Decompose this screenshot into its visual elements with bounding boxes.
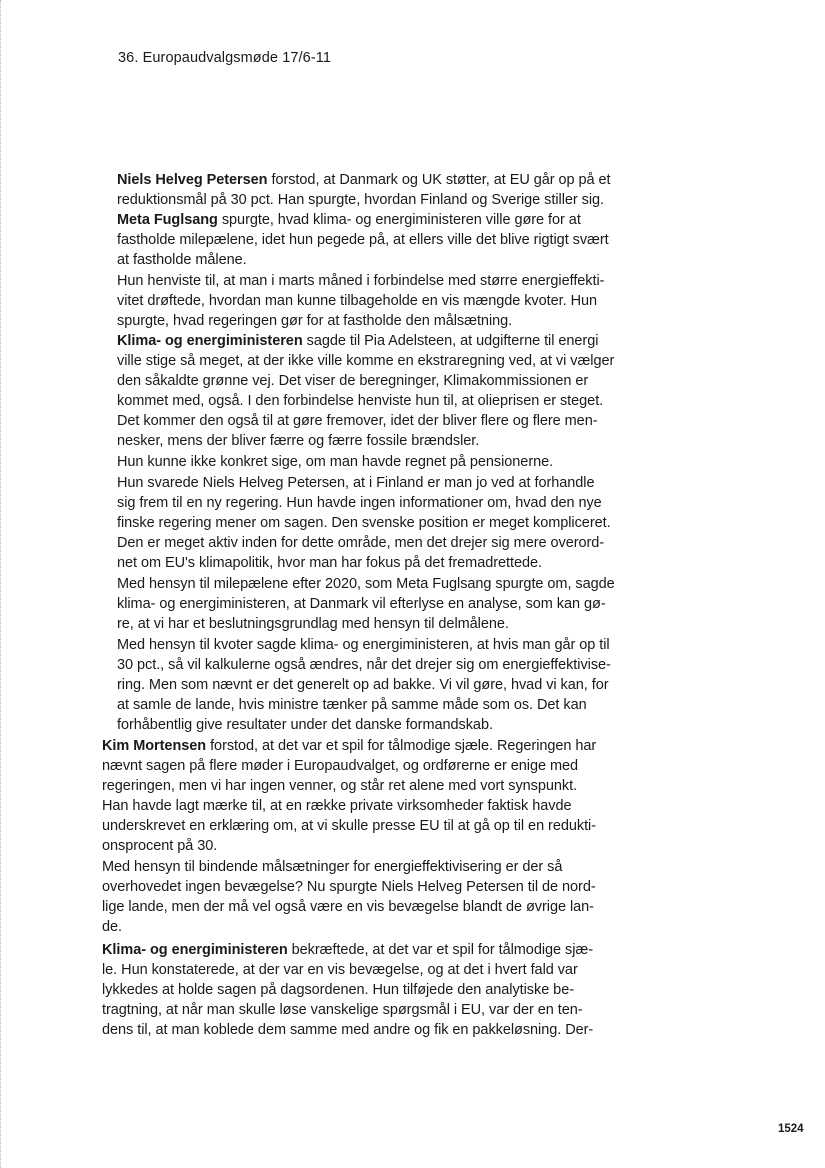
line-text: Hun svarede Niels Helveg Petersen, at i Finland er man jo ved at forhandle — [117, 475, 595, 491]
text-line — [102, 614, 602, 634]
text-line — [102, 473, 602, 493]
line-text: net om EU's klimapolitik, hvor man har fokus på det fremadrettede. — [117, 555, 542, 571]
page-number: 1524 — [778, 1123, 804, 1135]
text-line — [102, 736, 602, 756]
line-text: ville stige så meget, at der ikke ville komme en ekstraregning ved, at vi vælger — [117, 353, 615, 369]
line-text: sig frem til en ny regering. Hun havde ingen informationer om, hvad den nye — [117, 495, 602, 511]
text-line — [102, 411, 602, 431]
line-text: forstod, at Danmark og UK støtter, at EU går op på et — [267, 172, 611, 188]
speaker-name: Klima- og energiministeren — [117, 333, 303, 349]
text-line — [102, 980, 602, 1000]
line-text: sagde til Pia Adelsteen, at udgifterne til energi — [302, 333, 599, 349]
line-text: Den er meget aktiv inden for dette område, men det drejer sig mere overord- — [117, 535, 605, 551]
line-text: finske regering mener om sagen. Den svenske position er meget kompliceret. — [117, 515, 611, 531]
text-line — [102, 594, 606, 614]
line-text: tragtning, at når man skulle løse vanskelige spørgsmål i EU, var der en ten- — [102, 1002, 583, 1018]
text-line — [102, 1020, 602, 1040]
line-text: dens til, at man koblede dem samme med andre og fik en pakkeløsning. Der- — [102, 1022, 594, 1038]
page-edge-dotted-line — [0, 0, 4, 1168]
text-line — [102, 960, 602, 980]
line-text: lige lande, men der må vel også være en vis bevægelse blandt de øvrige lan- — [102, 899, 594, 915]
text-line — [102, 230, 609, 250]
text-line — [102, 877, 602, 897]
line-text: de. — [102, 919, 123, 935]
line-text: le. Hun konstaterede, at der var en vis bevægelse, og at det i hvert fald var — [102, 962, 578, 978]
speaker-name: Niels Helveg Petersen — [117, 172, 268, 188]
text-line — [102, 940, 602, 960]
text-line — [102, 271, 605, 291]
line-text: Med hensyn til bindende målsætninger for energieffektivisering er der så — [102, 859, 563, 875]
text-line — [102, 311, 602, 331]
text-line — [102, 553, 602, 573]
text-line — [102, 331, 602, 351]
text-line — [102, 655, 611, 675]
minutes-body-text — [102, 170, 615, 1040]
line-text: regeringen, men vi har ingen venner, og står ret alene med vort synspunkt. — [102, 778, 578, 794]
text-line — [102, 291, 602, 311]
line-text: at fastholde målene. — [117, 252, 247, 268]
line-text: nævnt sagen på flere møder i Europaudvalget, og ordførerne er enige med — [102, 758, 579, 774]
text-line — [102, 857, 602, 877]
line-text: underskrevet en erklæring om, at vi skulle presse EU til at gå op til en redukti- — [102, 818, 597, 834]
line-text: Hun kunne ikke konkret sige, om man havde regnet på pensionerne. — [117, 454, 554, 470]
line-text: onsprocent på 30. — [102, 838, 218, 854]
text-line — [102, 635, 610, 655]
text-line — [102, 816, 602, 836]
text-line — [102, 513, 611, 533]
text-line — [102, 574, 615, 594]
line-text: 30 pct., så vil kalkulerne også ændres, når det drejer sig om energieffektivise- — [117, 657, 611, 673]
line-text: overhovedet ingen bevægelse? Nu spurgte Niels Helveg Petersen til de nord- — [102, 879, 596, 895]
line-text: reduktionsmål på 30 pct. Han spurgte, hvordan Finland og Sverige stiller sig. — [117, 192, 604, 208]
line-text: lykkedes at holde sagen på dagsordenen. Hun tilføjede den analytiske be- — [102, 982, 574, 998]
text-line — [102, 533, 605, 553]
text-line — [102, 371, 602, 391]
line-text: kommet med, også. I den forbindelse henviste hun til, at olieprisen er steget. — [117, 393, 604, 409]
line-text: spurgte, hvad regeringen gør for at fastholde den målsætning. — [117, 313, 513, 329]
line-text: vitet drøftede, hvordan man kunne tilbageholde en vis mængde kvoter. Hun — [117, 293, 598, 309]
text-line — [102, 170, 611, 190]
text-line — [102, 695, 602, 715]
line-text: den såkaldte grønne vej. Det viser de beregninger, Klimakommissionen er — [117, 373, 589, 389]
line-text: at samle de lande, hvis ministre tænker på samme måde som os. Det kan — [117, 697, 587, 713]
line-text: spurgte, hvad klima- og energiministeren ville gøre for at — [217, 212, 581, 228]
text-line — [102, 210, 602, 230]
line-text: forstod, at det var et spil for tålmodige sjæle. Regeringen har — [206, 738, 597, 754]
text-line — [102, 452, 602, 472]
text-line — [102, 897, 602, 917]
page-header: 36. Europaudvalgsmøde 17/6-11 — [118, 50, 332, 66]
text-line — [102, 1000, 602, 1020]
line-text: Hun henviste til, at man i marts måned i forbindelse med større energieffekti- — [117, 273, 605, 289]
text-line — [102, 917, 602, 937]
speaker-name: Klima- og energiministeren — [102, 942, 288, 958]
text-line — [102, 493, 602, 513]
line-text: Det kommer den også til at gøre fremover, idet der bliver flere og flere men- — [117, 413, 598, 429]
text-line — [102, 431, 602, 451]
line-text: forhåbentlig give resultater under det danske formandskab. — [117, 717, 493, 733]
line-text: fastholde milepælene, idet hun pegede på, at ellers ville det blive rigtigt svært — [117, 232, 609, 248]
speaker-name: Meta Fuglsang — [117, 212, 218, 228]
line-text: Med hensyn til milepælene efter 2020, som Meta Fuglsang spurgte om, sagde — [117, 576, 615, 592]
line-text: klima- og energiministeren, at Danmark vil efterlyse en analyse, som kan gø- — [117, 596, 606, 612]
text-line — [102, 675, 609, 695]
text-line — [102, 391, 602, 411]
text-line — [102, 756, 602, 776]
line-text: nesker, mens der bliver færre og færre fossile brændsler. — [117, 433, 480, 449]
text-line — [102, 796, 602, 816]
text-line — [102, 776, 602, 796]
line-text: ring. Men som nævnt er det generelt op ad bakke. Vi vil gøre, hvad vi kan, for — [117, 677, 609, 693]
text-line — [102, 190, 602, 210]
text-line — [102, 351, 615, 371]
speaker-name: Kim Mortensen — [102, 738, 207, 754]
text-line — [102, 250, 602, 270]
line-text: Med hensyn til kvoter sagde klima- og energiministeren, at hvis man går op til — [117, 637, 610, 653]
line-text: bekræftede, at det var et spil for tålmodige sjæ- — [287, 942, 594, 958]
text-line — [102, 836, 602, 856]
line-text: Han havde lagt mærke til, at en række private virksomheder faktisk havde — [102, 798, 572, 814]
line-text: re, at vi har et beslutningsgrundlag med hensyn til delmålene. — [117, 616, 509, 632]
text-line — [102, 715, 602, 735]
